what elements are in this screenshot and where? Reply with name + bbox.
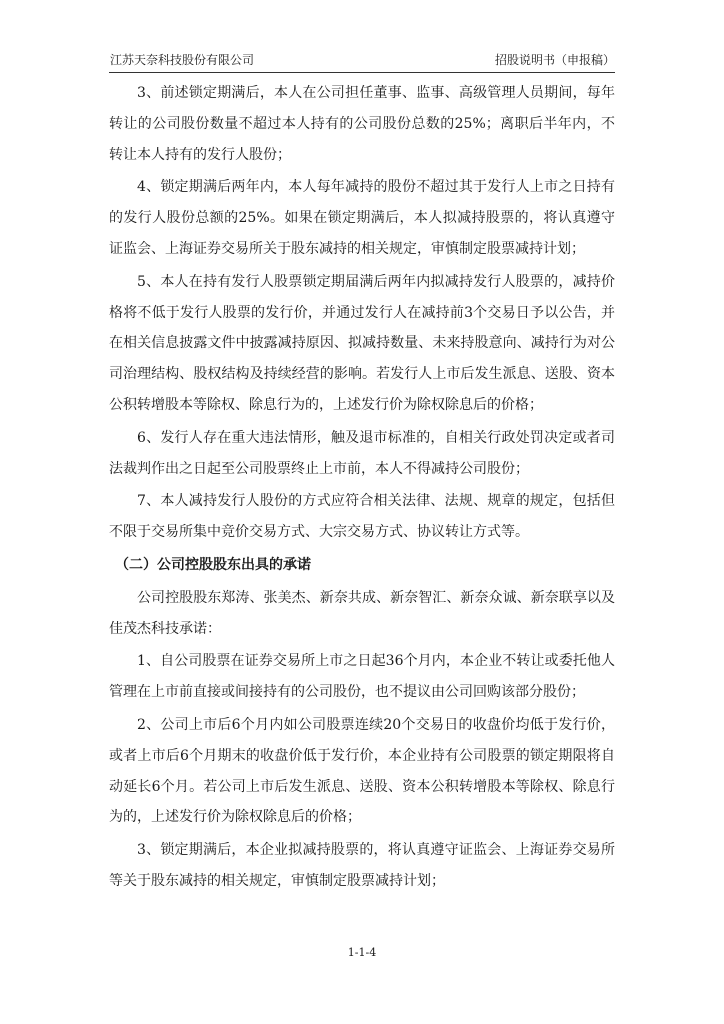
commitment-paragraph: 公司控股股东郑涛、张美杰、新奈共成、新奈智汇、新奈众诚、新奈联享以及佳茂杰科技承诺： bbox=[109, 589, 615, 637]
document-title: 招股说明书（申报稿） bbox=[494, 53, 615, 67]
commitment-paragraph: 5、本人在持有发行人股票锁定期届满后两年内拟减持发行人股票的，减持价格将不低于发行人股票的发行价，并通过发行人在减持前3个交易日予以公告，并在相关信息披露文件中披露减持原因、拟减持数量、未来持股意向、减持行为对公司治理结构、股权结构及持续经营的影响。若发行人上市后发生派息、送股、资本公积转增股本等除权、除息行为的，上述发行价为除权除息后的价格； bbox=[109, 273, 615, 413]
commitment-paragraph: 3、锁定期满后，本企业拟减持股票的，将认真遵守证监会、上海证券交易所等关于股东减持的相关规定，审慎制定股票减持计划； bbox=[109, 842, 615, 889]
commitment-paragraph: 4、锁定期满后两年内，本人每年减持的股份不超过其于发行人上市之日持有的发行人股份总额的25%。如果在锁定期满后，本人拟减持股票的，将认真遵守证监会、上海证券交易所关于股东减持的相关规定，审慎制定股票减持计划； bbox=[109, 179, 615, 257]
company-name: 江苏天奈科技股份有限公司 bbox=[110, 53, 255, 67]
commitment-paragraph: 2、公司上市后6个月内如公司股票连续20个交易日的收盘价均低于发行价，或者上市后6个月期末的收盘价低于发行价，本企业持有公司股票的锁定期限将自动延长6个月。若公司上市后发生派息、送股、资本公积转增股本等除权、除息行为的，上述发行价为除权除息后的价格； bbox=[109, 716, 615, 826]
commitment-paragraph: 3、前述锁定期满后，本人在公司担任董事、监事、高级管理人员期间，每年转让的公司股份数量不超过本人持有的公司股份总数的25%；离职后半年内，不转让本人持有的发行人股份； bbox=[109, 85, 615, 163]
document-body bbox=[109, 78, 615, 899]
section-heading: （二）公司控股股东出具的承诺 bbox=[115, 556, 311, 573]
page-header bbox=[109, 44, 615, 73]
page-number: 1-1-4 bbox=[347, 946, 377, 959]
commitment-paragraph: 7、本人减持发行人股份的方式应符合相关法律、法规、规章的规定，包括但不限于交易所集中竞价交易方式、大宗交易方式、协议转让方式等。 bbox=[109, 493, 615, 541]
commitment-paragraph: 1、自公司股票在证券交易所上市之日起36个月内，本企业不转让或委托他人管理在上市前直接或间接持有的公司股份，也不提议由公司回购该部分股份； bbox=[109, 653, 615, 701]
commitment-paragraph: 6、发行人存在重大违法情形，触及退市标准的，自相关行政处罚决定或者司法裁判作出之日起至公司股票终止上市前，本人不得减持公司股份； bbox=[109, 429, 615, 477]
